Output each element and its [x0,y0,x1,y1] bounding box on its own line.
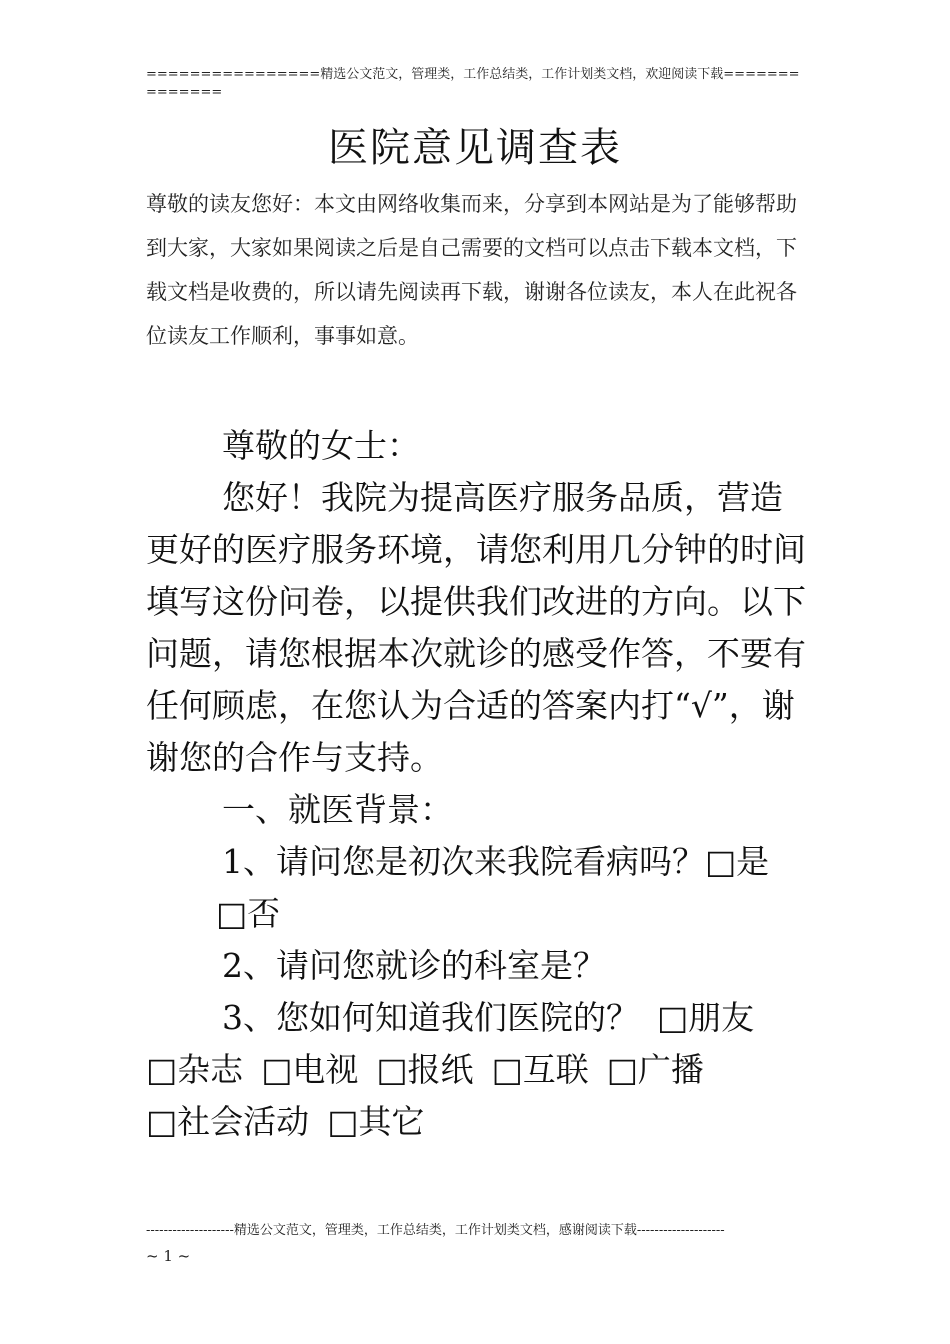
intro-paragraph: 您好！我院为提高医疗服务品质，营造更好的医疗服务环境，请您利用几分钟的时间填写这份问卷，以提供我们改进的方向。以下问题，请您根据本次就诊的感受作答，不要有任何顾虑，在您认为合适的答案内打“√”，谢谢您的合作与支持。 [146,478,806,777]
page-header: ================精选公文范文，管理类，工作总结类，工作计划类文档，欢迎阅读下载============== [146,67,800,100]
option-newspaper[interactable]: □报纸 [376,1050,474,1089]
reader-notice: 尊敬的读友您好：本文由网络收集而来，分享到本网站是为了能够帮助到大家，大家如果阅读之后是自己需要的文档可以点击下载本文档，下载文档是收费的，所以请先阅读再下载，谢谢各位读友，本人在此祝各位读友工作顺利，事事如意。 [146,192,797,348]
page-number: ~ 1 ~ [146,1247,191,1265]
option-yes[interactable]: □是 [705,842,770,881]
option-magazine[interactable]: □杂志 [146,1050,244,1089]
page-footer: --------------------精选公文范文，管理类，工作总结类，工作计划类文档，感谢阅读下载-------------------- [146,1223,725,1238]
option-friend[interactable]: □朋友 [657,998,755,1037]
question-3 [146,992,810,1148]
question-2: 2、请问您就诊的科室是？ [222,946,606,985]
document-title: 医院意见调查表 [328,125,622,171]
option-tv[interactable]: □电视 [261,1050,359,1089]
option-other[interactable]: □其它 [327,1102,425,1141]
section-heading: 一、就医背景： [222,790,453,829]
salutation: 尊敬的女士： [222,426,420,465]
survey-body [146,420,810,1148]
option-radio[interactable]: □广播 [606,1050,704,1089]
option-social-activity[interactable]: □社会活动 [146,1102,310,1141]
option-no[interactable]: □否 [216,894,281,933]
question-3-text: 3、您如何知道我们医院的？ [222,998,639,1037]
question-1 [146,836,810,940]
question-1-text: 1、请问您是初次来我院看病吗？ [222,842,705,881]
option-internet[interactable]: □互联 [491,1050,589,1089]
